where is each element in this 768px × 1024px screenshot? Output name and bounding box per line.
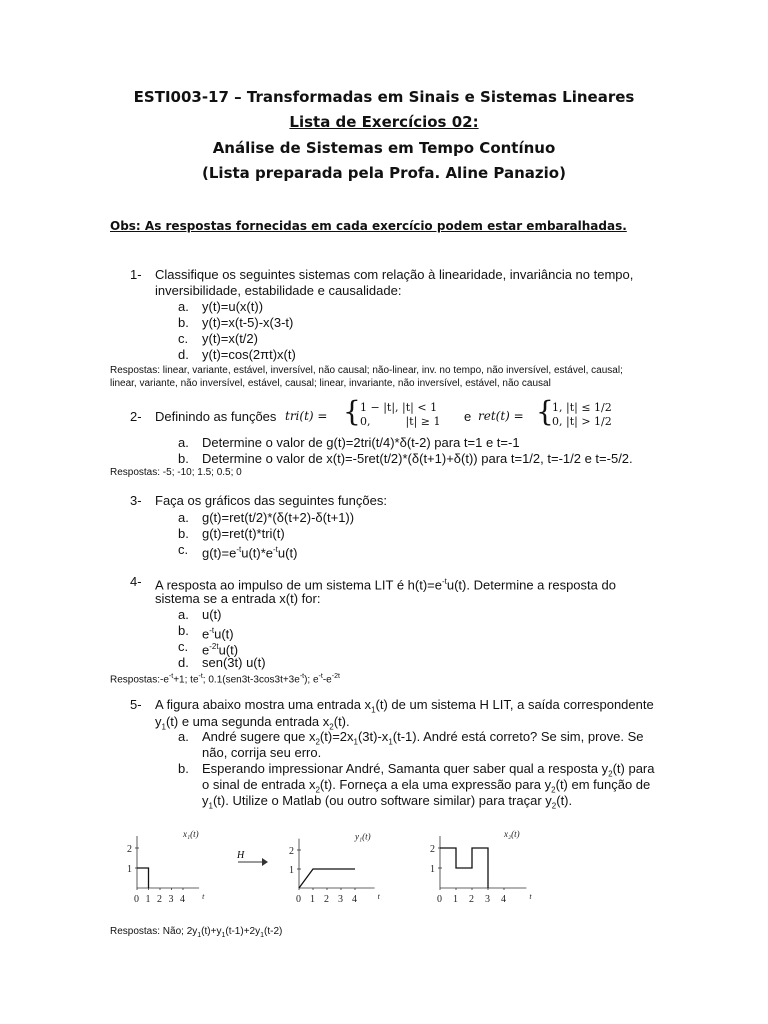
doc-title-list: Lista de Exercícios 02: (289, 113, 479, 131)
q1-item-label: a. (178, 299, 189, 314)
x-tick-label: 1 (310, 894, 315, 905)
t-axis-label: t (377, 892, 380, 901)
q1-answers-line2: linear, variante, não inversível, estável, causal; linear, invariante, não inversível, estável, não causal (110, 378, 551, 389)
q4-number: 4- (130, 574, 142, 589)
x-tick-label: 2 (324, 894, 329, 905)
plot-x2 (430, 829, 532, 905)
q5-text-line2: $y_1(t)$ e uma segunda entrada $x_2(t)$. (155, 714, 350, 732)
q3-item-label: b. (178, 526, 189, 541)
q2-item-label: a. (178, 435, 189, 450)
x-tick-label: 4 (501, 894, 506, 905)
plot-x1 (127, 829, 205, 905)
q3-item-text: g(t)=ret(t/2)*(δ(t+2)-δ(t+1)) (202, 510, 355, 525)
x-tick-label: 0 (134, 894, 139, 905)
y-tick-label: 2 (289, 846, 294, 857)
x-tick-label: 1 (145, 894, 151, 905)
q4-item-label: a. (178, 607, 189, 622)
ret-function-name: ret(t) = (478, 409, 524, 423)
q4-item-label: b. (178, 623, 189, 638)
signal-label: x₁(t) (183, 829, 199, 839)
q4-item-text: $e^{-t}u(t)$ (202, 626, 234, 642)
tri-case-1: 1 − |t|, |t| < 1 (360, 401, 438, 414)
q2-answers: Respostas: -5; -10; 1.5; 0.5; 0 (110, 467, 242, 478)
q4-text-line2: sistema se a entrada x(t) for: (155, 591, 321, 606)
x-tick-label: 2 (469, 894, 474, 905)
q5a-text-line1: André sugere que $x_2(t)=2x_1(3t)-x_1(t-1)$. André está correto? Se sim, prove. Se (202, 729, 644, 747)
q5b-text-line3: $y_1(t)$. Utilize o Matlab (ou outro software similar) para traçar $y_2(t)$. (202, 793, 573, 811)
q1-item-text: y(t)=x(t/2) (202, 331, 258, 346)
doc-title-topic: Análise de Sistemas em Tempo Contínuo (212, 139, 556, 157)
obs-note: Obs: As respostas fornecidas em cada exercício podem estar embaralhadas. (110, 219, 627, 233)
q1-text-line1: Classifique os seguintes sistemas com relação à linearidade, invariância no tempo, (155, 267, 634, 282)
x-tick-label: 0 (437, 894, 442, 905)
q1-number: 1- (130, 267, 142, 282)
q2-item-text: Determine o valor de x(t)=-5ret(t/2)*(δ(t+1)+δ(t)) para t=1/2, t=-1/2 e t=-5/2. (202, 451, 633, 466)
x-tick-label: 2 (157, 894, 162, 905)
q1-item-text: y(t)=u(x(t)) (202, 299, 264, 314)
tri-brace-symbol: { (343, 395, 361, 428)
x-tick-label: 4 (180, 894, 185, 905)
ret-case-1: 1, |t| ≤ 1/2 (552, 401, 612, 414)
x-tick-label: 0 (296, 894, 301, 905)
system-arrow-label: H (237, 850, 245, 861)
q1-item-label: d. (178, 347, 189, 362)
signal-label: y₁(t) (355, 831, 371, 842)
q4-item-label: d. (178, 655, 189, 670)
doc-title-author: (Lista preparada pela Profa. Aline Panazio) (202, 164, 566, 182)
y-tick-label: 2 (127, 844, 132, 855)
signal-trace (299, 869, 355, 888)
y-tick-label: 1 (430, 864, 435, 875)
q1-item-label: b. (178, 315, 189, 330)
q5-text-line1: A figura abaixo mostra uma entrada $x_1(t)$ de um sistema H LIT, a saída correspondente (155, 697, 654, 715)
tri-case-2: 0, |t| ≥ 1 (360, 415, 441, 428)
q4-answers: $Respostas:-e^{-t}+1$; $te^{-t}$; $0.1(sen3t-3\cos 3t+3e^{-t})$; $e^{-t}-e^{-2t}$ (110, 673, 340, 686)
y-tick-label: 1 (289, 865, 294, 876)
q5b-text-line1: Esperando impressionar André, Samanta quer saber qual a resposta $y_2(t)$ para (202, 761, 655, 779)
signal-label: x₂(t) (504, 829, 520, 839)
q3-number: 3- (130, 493, 142, 508)
q1-item-text: y(t)=cos(2πt)x(t) (202, 347, 296, 362)
q1-text-line2: inversibilidade, estabilidade e causalidade: (155, 283, 402, 298)
signal-figures (110, 825, 560, 915)
q2-item-label: b. (178, 451, 189, 466)
q4-item-label: c. (178, 639, 189, 654)
q2-intro: Definindo as funções (155, 409, 277, 424)
t-axis-label: t (202, 892, 205, 901)
q3-item-label: c. (178, 542, 189, 557)
q3-item-text: g(t)=ret(t)*tri(t) (202, 526, 285, 541)
doc-title-course: ESTI003-17 – Transformadas em Sinais e Sistemas Lineares (133, 88, 635, 106)
q1-item-label: c. (178, 331, 189, 346)
q2-conjunction: e (464, 409, 472, 424)
q2-item-text: Determine o valor de g(t)=2tri(t/4)*δ(t-2) para t=1 e t=-1 (202, 435, 520, 450)
q1-answers-line1: Respostas: linear, variante, estável, inversível, não causal; não-linear, inv. no tempo, não inversível, estável, causal; (110, 365, 623, 376)
q3-text: Faça os gráficos das seguintes funções: (155, 493, 387, 508)
x-tick-label: 4 (352, 894, 357, 905)
tri-function-name: tri(t) = (285, 409, 328, 423)
q5-number: 5- (130, 697, 142, 712)
ret-brace-symbol: { (536, 395, 554, 428)
q1-item-text: y(t)=x(t-5)-x(3-t) (202, 315, 294, 330)
q5-answers: Respostas: Não; $2y_1(t)+y_1(t-1)+2y_1(t-2)$ (110, 926, 283, 939)
q3-item-text: $g(t)=e^{-t}u(t)*e^{-t}u(t)$ (202, 545, 298, 561)
q5b-text-line2: o sinal de entrada $x_2(t)$. Forneça a ela uma expressão para $y_2(t)$ em função de (202, 777, 651, 795)
q5a-text-line2: não, corrija seu erro. (202, 745, 322, 760)
y-tick-label: 1 (127, 864, 132, 875)
x-tick-label: 3 (485, 894, 490, 905)
signal-trace (440, 848, 488, 888)
q5-item-label: a. (178, 729, 189, 744)
plot-y1 (289, 832, 381, 905)
signal-trace (137, 868, 149, 888)
system-arrow (236, 850, 268, 866)
y-tick-label: 2 (430, 844, 435, 855)
q4-text-line1: A resposta ao impulso de um sistema LIT é $h(t)=e^{-t}u(t)$. Determine a resposta do (155, 577, 616, 593)
ret-case-2: 0, |t| > 1/2 (552, 415, 612, 428)
q2-number: 2- (130, 409, 142, 424)
x-tick-label: 1 (453, 894, 458, 905)
x-tick-label: 3 (338, 894, 343, 905)
q3-item-label: a. (178, 510, 189, 525)
x-tick-label: 3 (168, 894, 174, 905)
q5-item-label: b. (178, 761, 189, 776)
q4-item-text: $e^{-2t}u(t)$ (202, 642, 239, 658)
q4-item-text: sen(3t) u(t) (202, 655, 266, 670)
q4-item-text: u(t) (202, 607, 222, 622)
t-axis-label: t (529, 892, 532, 901)
